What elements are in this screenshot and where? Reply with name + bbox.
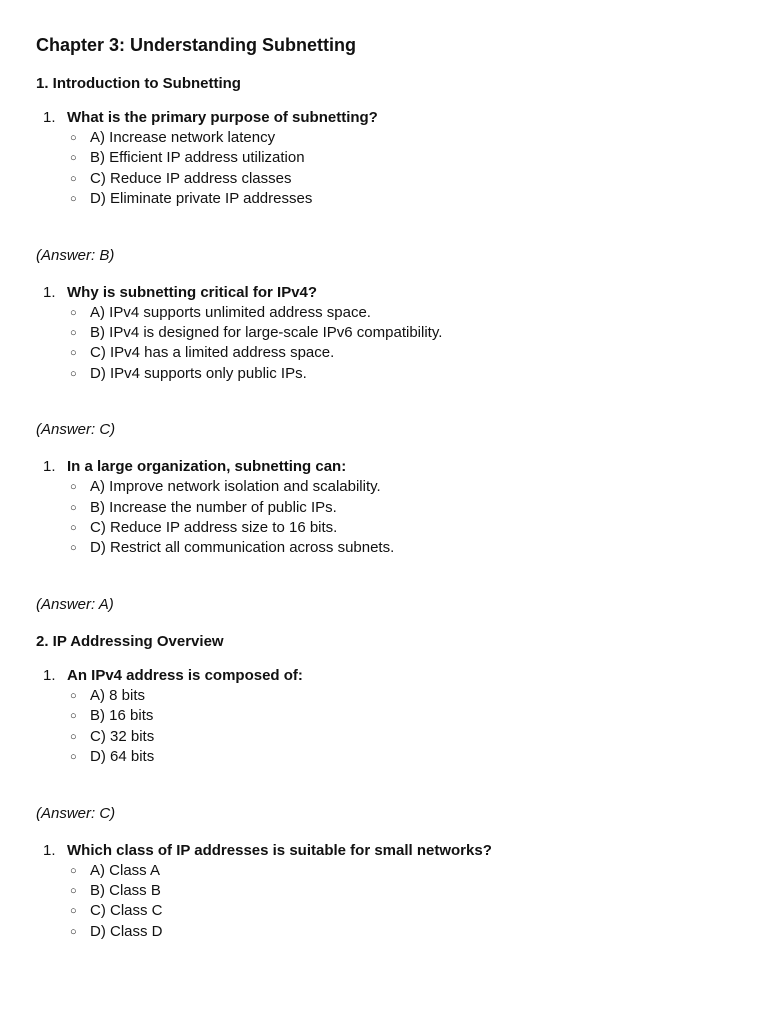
question-text: In a large organization, subnetting can: bbox=[67, 458, 347, 476]
circle-bullet-icon: ○ bbox=[70, 327, 77, 340]
question bbox=[36, 108, 732, 128]
section-title: 2. IP Addressing Overview bbox=[36, 632, 224, 650]
option-item bbox=[36, 303, 732, 323]
question bbox=[36, 457, 732, 477]
option-text: B) Efficient IP address utilization bbox=[90, 149, 305, 167]
option-item bbox=[36, 901, 732, 921]
option-item bbox=[36, 128, 732, 148]
option-item bbox=[36, 747, 732, 767]
circle-bullet-icon: ○ bbox=[70, 152, 77, 165]
circle-bullet-icon: ○ bbox=[70, 751, 77, 764]
question-text: An IPv4 address is composed of: bbox=[67, 666, 303, 684]
circle-bullet-icon: ○ bbox=[70, 864, 77, 877]
option-text: D) 64 bits bbox=[90, 748, 155, 766]
option-item bbox=[36, 169, 732, 189]
options-list bbox=[36, 303, 732, 385]
option-text: B) 16 bits bbox=[90, 707, 154, 725]
options-list bbox=[36, 477, 732, 559]
circle-bullet-icon: ○ bbox=[70, 905, 77, 918]
circle-bullet-icon: ○ bbox=[70, 884, 77, 897]
option-item bbox=[36, 343, 732, 363]
option-text: B) Increase the number of public IPs. bbox=[90, 498, 337, 516]
options-list bbox=[36, 686, 732, 768]
question-number: 1. bbox=[43, 841, 56, 859]
question bbox=[36, 283, 732, 303]
question bbox=[36, 666, 732, 686]
circle-bullet-icon: ○ bbox=[70, 730, 77, 743]
option-item bbox=[36, 922, 732, 942]
question-number: 1. bbox=[43, 458, 56, 476]
question-number: 1. bbox=[43, 283, 56, 301]
question-number: 1. bbox=[43, 666, 56, 684]
option-item bbox=[36, 323, 732, 343]
circle-bullet-icon: ○ bbox=[70, 689, 77, 702]
question-block bbox=[36, 457, 732, 615]
question-text: What is the primary purpose of subnetting? bbox=[67, 109, 378, 126]
circle-bullet-icon: ○ bbox=[70, 193, 77, 206]
question bbox=[36, 841, 732, 861]
option-item bbox=[36, 686, 732, 706]
option-text: D) IPv4 supports only public IPs. bbox=[90, 364, 307, 382]
option-item bbox=[36, 189, 732, 209]
option-item bbox=[36, 518, 732, 538]
option-item bbox=[36, 364, 732, 384]
option-item bbox=[36, 477, 732, 497]
option-item bbox=[36, 148, 732, 168]
option-item bbox=[36, 706, 732, 726]
option-text: B) Class B bbox=[90, 881, 161, 899]
option-text: C) Class C bbox=[90, 902, 163, 920]
option-item bbox=[36, 727, 732, 747]
option-text: A) IPv4 supports unlimited address space. bbox=[90, 303, 371, 321]
option-text: A) Class A bbox=[90, 861, 161, 879]
circle-bullet-icon: ○ bbox=[70, 710, 77, 723]
options-list bbox=[36, 128, 732, 210]
section-title: 1. Introduction to Subnetting bbox=[36, 75, 241, 92]
option-item bbox=[36, 881, 732, 901]
option-text: D) Eliminate private IP addresses bbox=[90, 190, 313, 208]
circle-bullet-icon: ○ bbox=[70, 172, 77, 185]
circle-bullet-icon: ○ bbox=[70, 501, 77, 514]
question-text: Why is subnetting critical for IPv4? bbox=[67, 283, 318, 301]
question-block bbox=[36, 666, 732, 824]
chapter-title: Chapter 3: Understanding Subnetting bbox=[36, 35, 357, 55]
circle-bullet-icon: ○ bbox=[70, 132, 77, 144]
option-text: B) IPv4 is designed for large-scale IPv6 compatibility. bbox=[90, 324, 443, 342]
option-item bbox=[36, 498, 732, 518]
option-item bbox=[36, 538, 732, 558]
answer-text: (Answer: A) bbox=[36, 595, 114, 613]
option-text: C) 32 bits bbox=[90, 727, 155, 745]
option-text: A) Improve network isolation and scalability. bbox=[90, 478, 381, 496]
answer-text: (Answer: B) bbox=[36, 246, 115, 264]
answer-text: (Answer: C) bbox=[36, 804, 116, 822]
question-block bbox=[36, 283, 732, 441]
question-block bbox=[36, 108, 732, 266]
circle-bullet-icon: ○ bbox=[70, 481, 77, 494]
option-text: A) 8 bits bbox=[90, 686, 146, 704]
option-text: D) Class D bbox=[90, 922, 163, 940]
option-text: C) IPv4 has a limited address space. bbox=[90, 344, 335, 362]
circle-bullet-icon: ○ bbox=[70, 522, 77, 535]
question-text: Which class of IP addresses is suitable for small networks? bbox=[67, 841, 492, 859]
option-text: D) Restrict all communication across subnets. bbox=[90, 539, 395, 557]
option-text: A) Increase network latency bbox=[90, 129, 276, 146]
option-text: C) Reduce IP address size to 16 bits. bbox=[90, 519, 338, 537]
options-list bbox=[36, 861, 732, 943]
question-number: 1. bbox=[43, 109, 56, 126]
answer-text: (Answer: C) bbox=[36, 421, 116, 439]
circle-bullet-icon: ○ bbox=[70, 306, 77, 319]
option-text: C) Reduce IP address classes bbox=[90, 169, 292, 187]
question-block bbox=[36, 841, 732, 943]
circle-bullet-icon: ○ bbox=[70, 925, 77, 938]
option-item bbox=[36, 861, 732, 881]
circle-bullet-icon: ○ bbox=[70, 347, 77, 360]
circle-bullet-icon: ○ bbox=[70, 542, 77, 555]
circle-bullet-icon: ○ bbox=[70, 367, 77, 380]
